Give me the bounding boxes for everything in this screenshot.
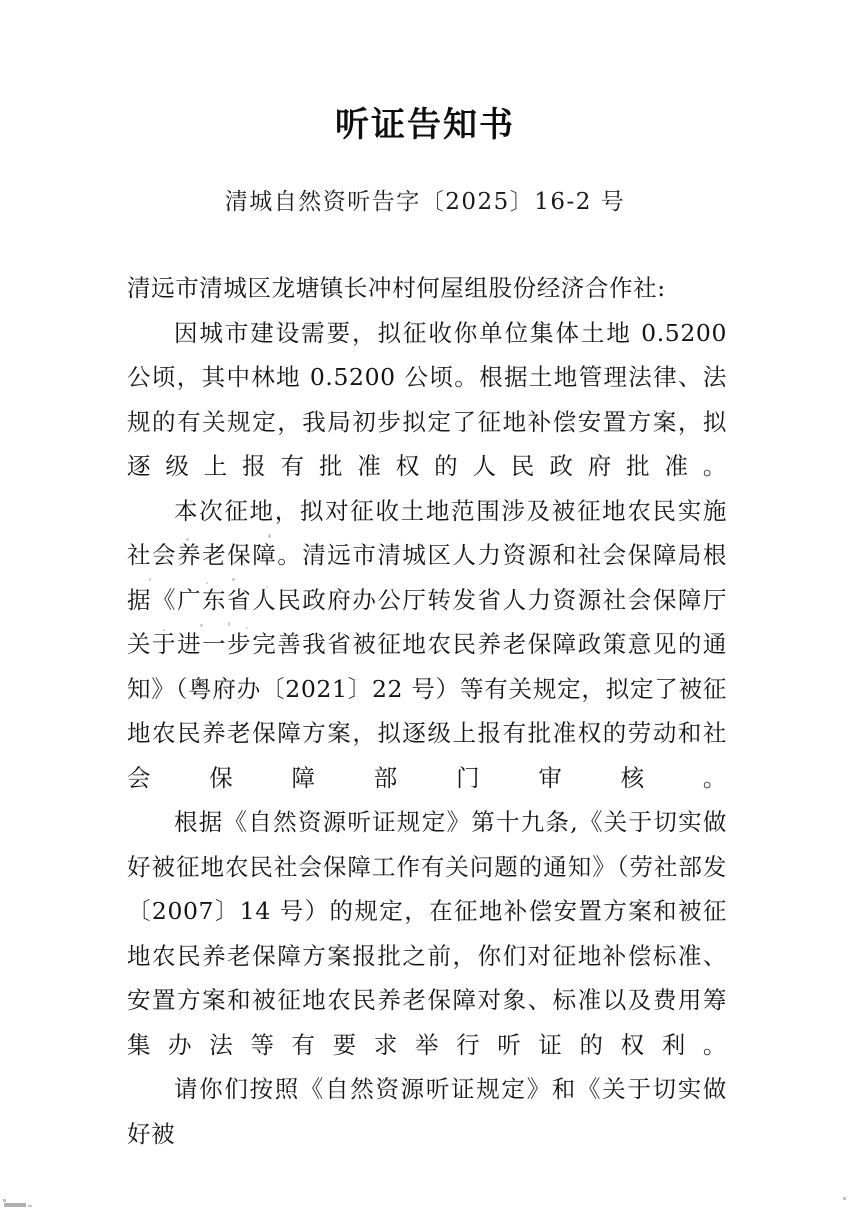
scan-edge-mark <box>3 1199 6 1202</box>
scan-edge-mark <box>4 1203 26 1207</box>
body-paragraph-3: 根据《自然资源听证规定》第十九条,《关于切实做好被征地农民社会保障工作有关问题的通知》（劳社部发〔2007〕14 号）的规定，在征地补偿安置方案和被征地农民养老保障方案报批之前，你们对征地补偿标准、安置方案和被征地农民养老保障对象、标准以及费用筹集办法等有要求举行听证的权利。 <box>127 808 727 1059</box>
body-paragraph-1: 因城市建设需要，拟征收你单位集体土地 0.5200 公顷，其中林地 0.5200 公顷。根据土地管理法律、法规的有关规定，我局初步拟定了征地补偿安置方案，拟逐级上报有批准权的人民政府批准。 <box>127 318 727 480</box>
scan-edge-mark <box>843 1197 846 1200</box>
scan-edge-mark <box>28 1205 32 1207</box>
body-paragraph-4: 请你们按照《自然资源听证规定》和《关于切实做好被 <box>127 1075 727 1148</box>
body-paragraph-2: 本次征地，拟对征收土地范围涉及被征地农民实施社会养老保障。清远市清城区人力资源和社会保障局根据《广东省人民政府办公厅转发省人力资源社会保障厅关于进一步完善我省被征地农民养老保障政策意见的通知》（粤府办〔2021〕22 号）等有关规定，拟定了被征地农民养老保障方案，拟逐级上报有批准权的劳动和社会保障部门审核。 <box>127 496 727 792</box>
document-body <box>127 266 727 1156</box>
page-title: 听证告知书 <box>335 105 515 145</box>
recipient-line: 清远市清城区龙塘镇长冲村何屋组股份经济合作社: <box>127 274 666 302</box>
document-serial-number: 清城自然资听告字〔2025〕16-2 号 <box>224 189 626 215</box>
